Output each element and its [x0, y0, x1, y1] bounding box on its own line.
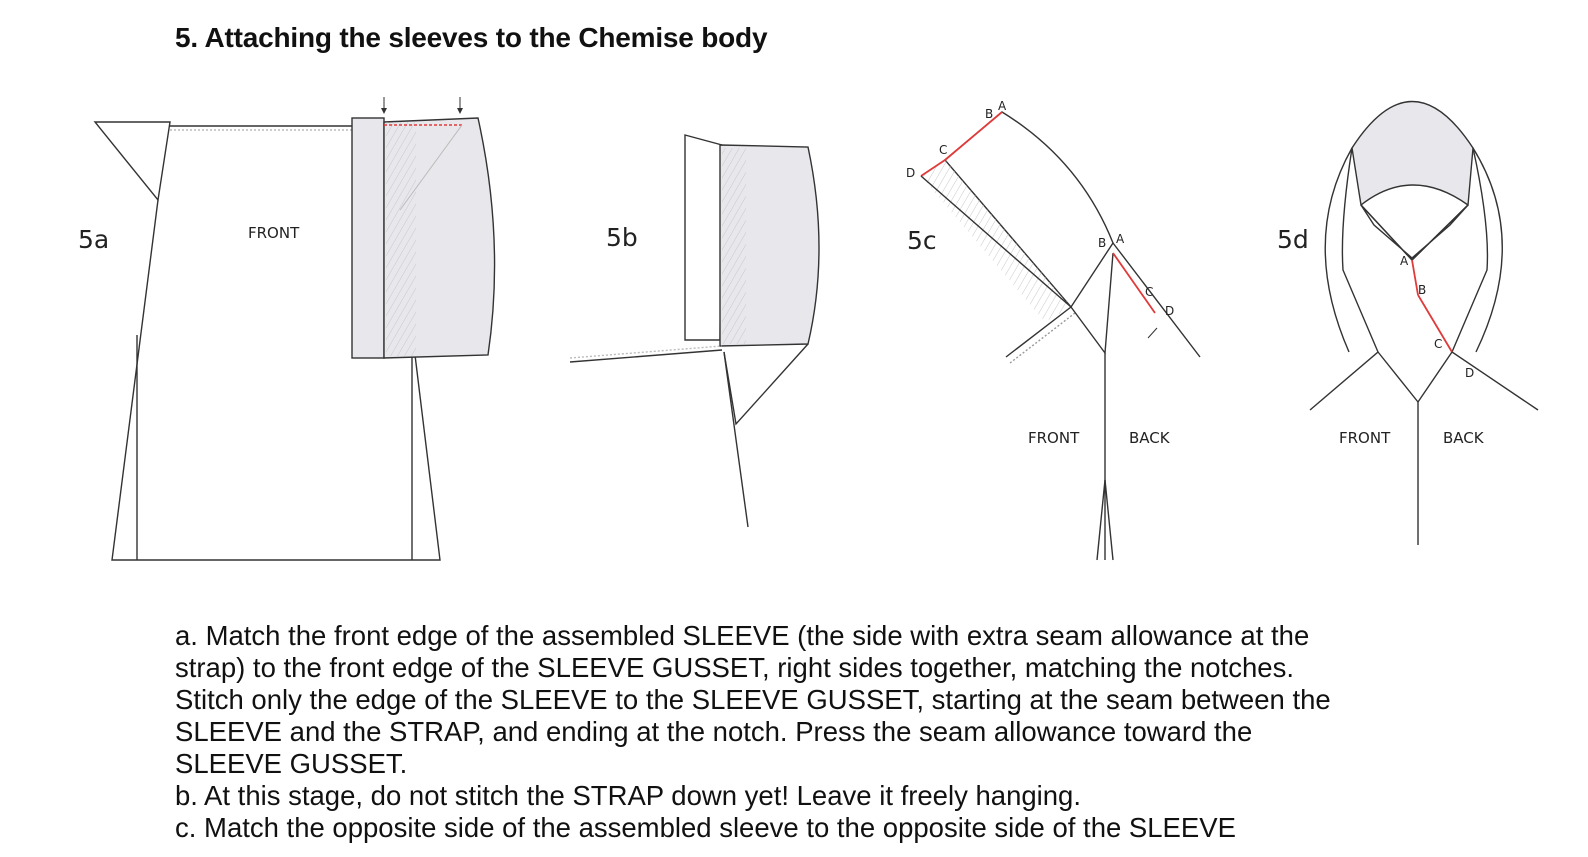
- instruction-line: SLEEVE GUSSET.: [175, 748, 408, 779]
- point-b-5c-top: B: [985, 107, 994, 121]
- instruction-line: a. Match the front edge of the assembled SLEEVE (the side with extra seam allowance at the: [175, 620, 1310, 651]
- instructions-text: [175, 620, 1475, 844]
- instruction-line: SLEEVE and the STRAP, and ending at the notch. Press the seam allowance toward the: [175, 716, 1253, 747]
- point-d-5c-top: D: [906, 166, 916, 180]
- sewing-diagram: [0, 80, 1588, 580]
- point-d-5c: D: [1165, 304, 1175, 318]
- point-b-5c: B: [1098, 236, 1107, 250]
- page-title: 5. Attaching the sleeves to the Chemise body: [175, 22, 768, 53]
- point-a-5c: A: [1116, 232, 1125, 246]
- point-d-5d: D: [1465, 366, 1475, 380]
- figure-5a: [95, 97, 495, 560]
- front-label-5a: FRONT: [248, 224, 300, 242]
- figure-5b: [570, 135, 819, 527]
- front-label-5d: FRONT: [1339, 429, 1391, 447]
- point-c-5c: C: [1145, 285, 1154, 299]
- point-b-5d: B: [1418, 283, 1427, 297]
- figure-5c: [921, 112, 1200, 560]
- figure-5d: [1310, 102, 1538, 546]
- figure-label-5b: 5b: [606, 223, 638, 252]
- back-label-5d: BACK: [1443, 429, 1484, 447]
- figure-label-5d: 5d: [1277, 225, 1309, 254]
- front-label-5c: FRONT: [1028, 429, 1080, 447]
- instruction-figure: [0, 80, 1588, 580]
- figure-label-5c: 5c: [907, 226, 937, 255]
- point-a-5c-top: A: [998, 99, 1007, 113]
- point-a-5d: A: [1400, 254, 1409, 268]
- instruction-line: b. At this stage, do not stitch the STRAP down yet! Leave it freely hanging.: [175, 780, 1081, 811]
- point-c-5d: C: [1434, 337, 1443, 351]
- point-c-5c-top: C: [939, 143, 948, 157]
- instruction-line: strap) to the front edge of the SLEEVE GUSSET, right sides together, matching the notches.: [175, 652, 1294, 683]
- instruction-line: Stitch only the edge of the SLEEVE to the SLEEVE GUSSET, starting at the seam between the: [175, 684, 1331, 715]
- back-label-5c: BACK: [1129, 429, 1170, 447]
- figure-label-5a: 5a: [78, 225, 110, 254]
- instruction-line: c. Match the opposite side of the assembled sleeve to the opposite side of the SLEEVE: [175, 812, 1236, 843]
